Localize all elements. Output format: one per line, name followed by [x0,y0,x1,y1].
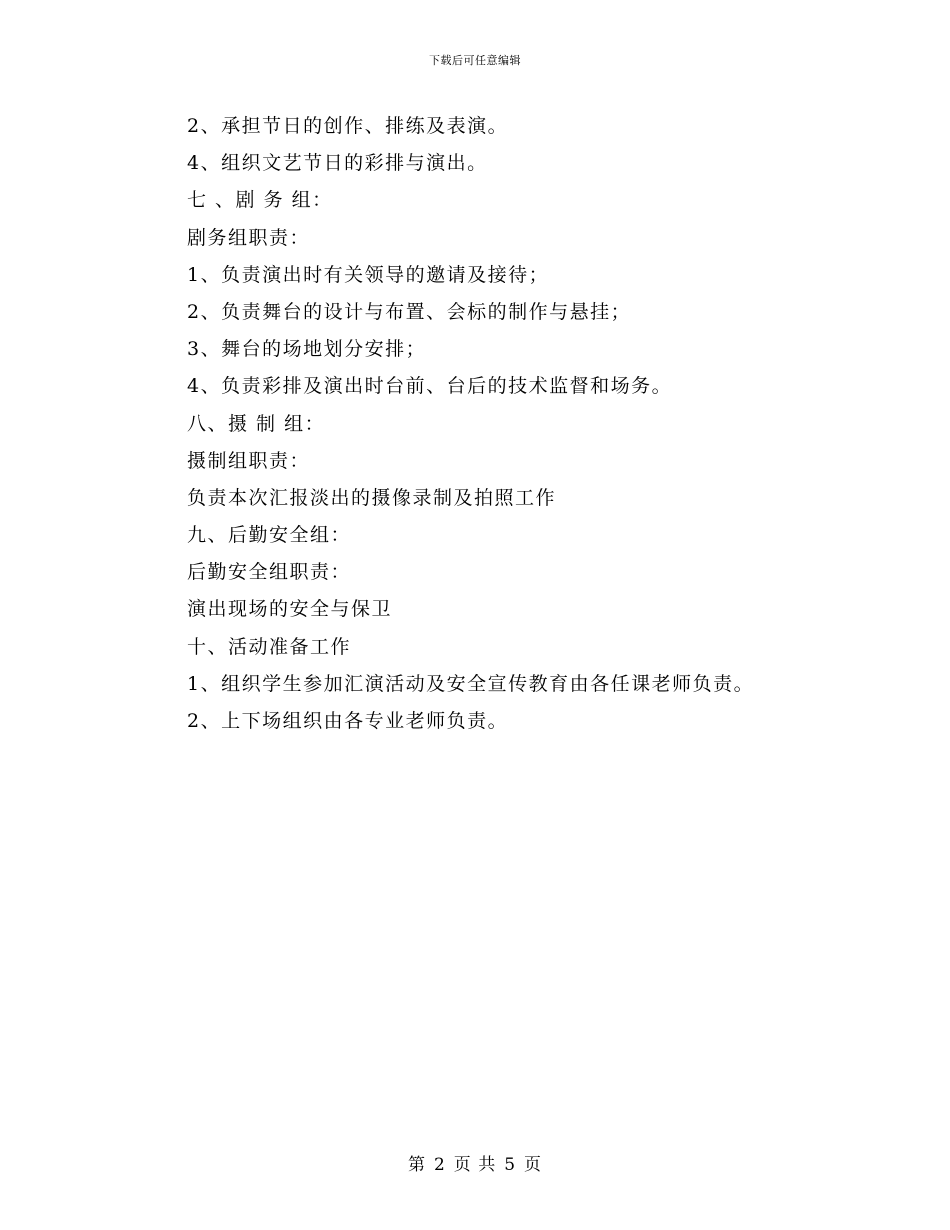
section-heading: 十、活动准备工作 [187,635,352,658]
paragraph-line: 4、负责彩排及演出时台前、台后的技术监督和场务。 [187,375,673,398]
paragraph-line: 3、舞台的场地划分安排； [187,338,427,361]
current-page-number: 2 [433,1155,446,1175]
paragraph-line: 剧务组职责： [187,226,311,249]
paragraph-line: 摄制组职责： [187,449,311,472]
paragraph-line: 2、承担节日的创作、排练及表演。 [187,115,509,137]
paragraph-line: 演出现场的安全与保卫 [187,598,393,621]
document-body [187,108,877,740]
paragraph-line: 1、组织学生参加汇演活动及安全宣传教育由各任课老师负责。 [187,672,755,695]
footer-suffix: 页 [524,1155,543,1175]
section-heading: 八、摄 制 组： [187,412,326,435]
section-heading: 七 、剧 务 组： [187,189,333,212]
footer-middle: 页 共 [453,1155,497,1175]
section-heading: 九、后勤安全组： [187,524,352,547]
paragraph-line: 2、负责舞台的设计与布置、会标的制作与悬挂； [187,300,632,323]
footer-prefix: 第 [407,1155,426,1175]
paragraph-line: 4、组织文艺节日的彩排与演出。 [187,152,488,175]
total-pages-number: 5 [504,1155,517,1175]
paragraph-line: 后勤安全组职责： [187,561,352,584]
page-number-footer [0,1154,950,1176]
paragraph-line: 2、上下场组织由各专业老师负责。 [187,710,509,732]
paragraph-line: 负责本次汇报淡出的摄像录制及拍照工作 [187,486,557,509]
page-header-note: 下载后可任意编辑 [429,54,521,67]
paragraph-line: 1、负责演出时有关领导的邀请及接待； [187,263,550,286]
